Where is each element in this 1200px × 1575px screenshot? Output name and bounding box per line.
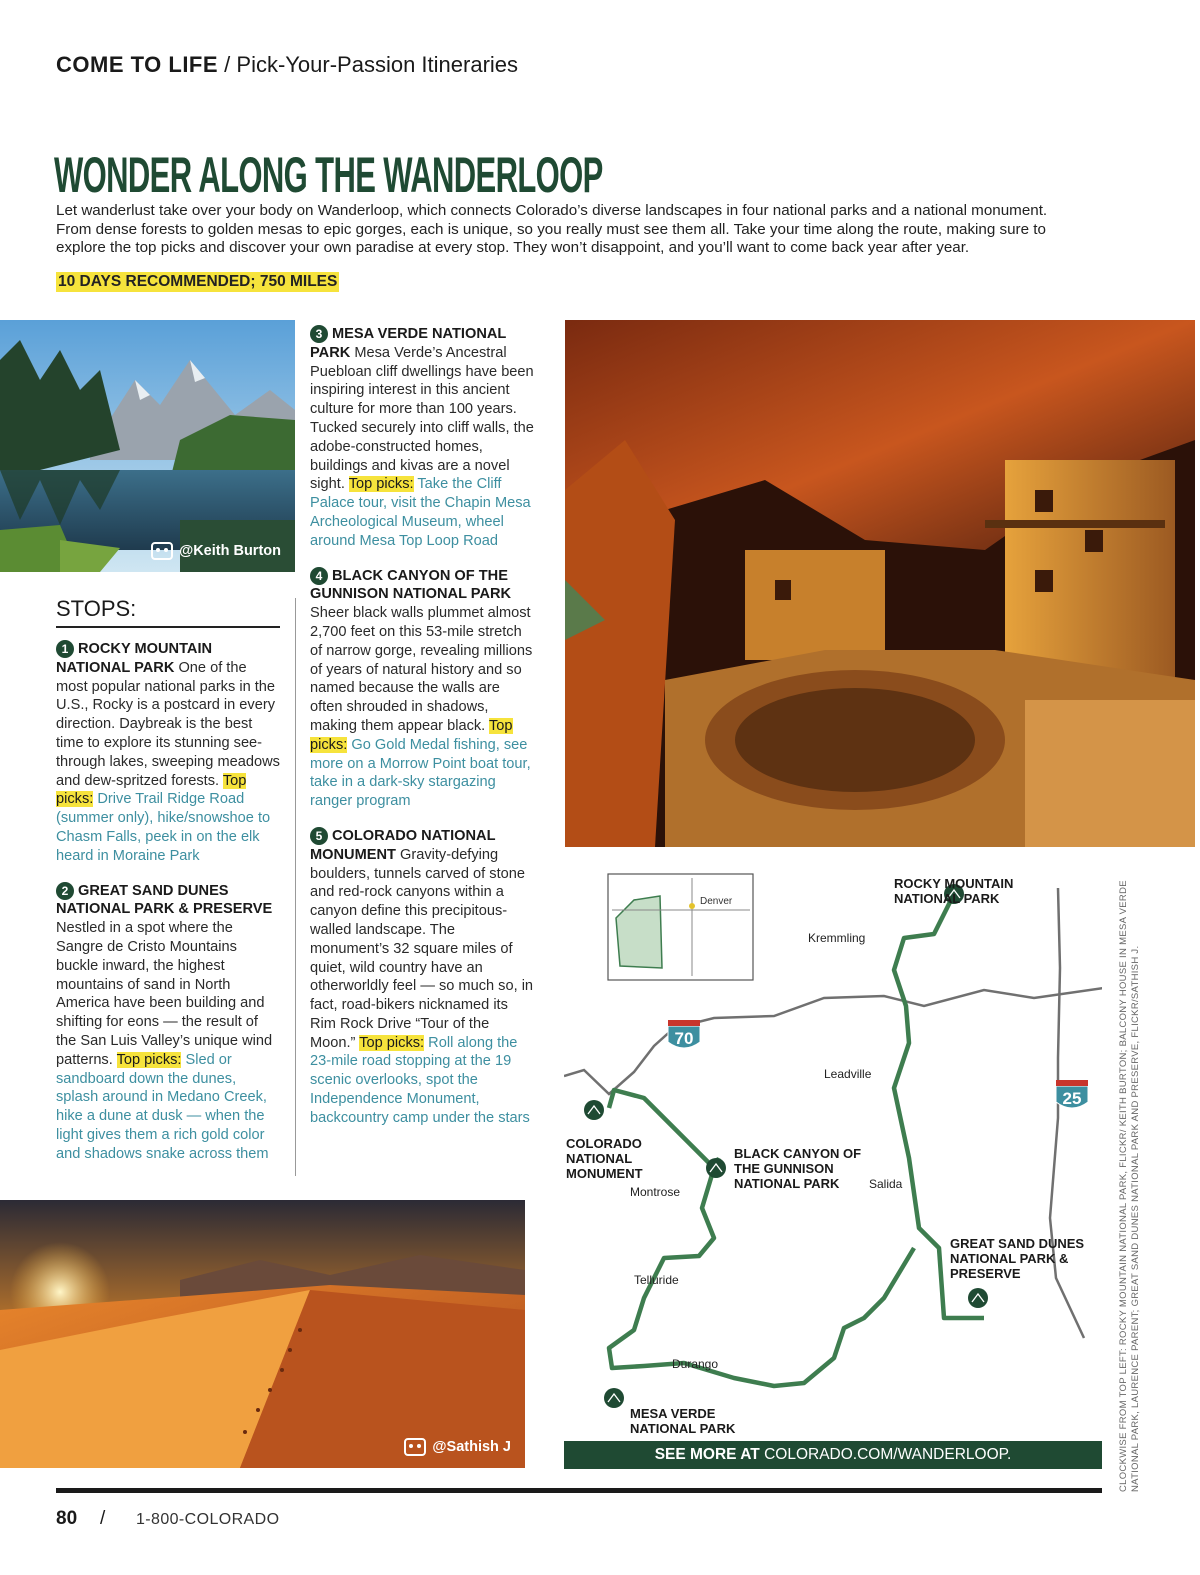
stop-2-picks-label: Top picks:	[116, 1051, 182, 1068]
stop-5-picks: Roll along the 23-mile road stopping at the 19 scenic overlooks, spot the Independence Monument, backcountry camp under the stars	[310, 1034, 530, 1126]
stop-3-picks-label: Top picks:	[348, 476, 414, 493]
stop-5-desc: Gravity-defying boulders, tunnels carved of stone and red-rock canyons within a canyon define this precipitous-walled landscape. The monument’s 32 square miles of quiet, wild country have an otherworldly feel — so much so, in fact, road-bikers nicknamed its Rim Rock Drive “Tour of the Moon.”	[310, 846, 534, 1051]
stop-3-name: MESA VERDE NATIONAL PARK	[310, 326, 507, 361]
wanderloop-map	[564, 858, 1102, 1438]
photo-credits-vertical: CLOCKWISE FROM TOP LEFT: ROCKY MOUNTAIN NATIONAL PARK, FLICKR/ KEITH BURTON; BALCONY HOUSE IN MESA VERDE NATIONAL PARK, LAURENCE PARENT; GREAT SAND DUNES NATIONAL PARK AND PRESERVE, FLICKR/SATHISH J.	[1118, 880, 1141, 1492]
stop-1-name: ROCKY MOUNTAIN NATIONAL PARK	[56, 641, 213, 676]
stop-1-picks-label: Top picks:	[56, 772, 247, 808]
route-map	[564, 858, 1102, 1438]
sand-dunes-photo	[0, 1200, 525, 1468]
park-black-canyon: BLACK CANYON OF THE GUNNISON NATIONAL PARK	[734, 1146, 862, 1191]
stop-4-picks: Go Gold Medal fishing, see more on a Morrow Point boat tour, take in a dark-sky stargazing ranger program	[310, 736, 531, 810]
i25-shield	[1056, 1080, 1088, 1108]
banner-url[interactable]: COLORADO.COM/WANDERLOOP.	[764, 1446, 1012, 1463]
see-more-banner[interactable]	[564, 1441, 1102, 1469]
stop-3-picks: Take the Cliff Palace tour, visit the Chapin Mesa Archeological Museum, wheel around Mesa Top Loop Road	[310, 476, 531, 549]
section-name: COME TO LIFE	[56, 52, 219, 77]
stop-4-name: BLACK CANYON OF THE GUNNISON NATIONAL PARK	[310, 567, 512, 603]
lake-credit-text: @Keith Burton	[179, 543, 281, 559]
stop-number-5: 5	[310, 827, 328, 845]
town-kremmling: Kremmling	[808, 931, 866, 945]
flickr-icon	[151, 542, 173, 560]
park-rocky-mountain: ROCKY MOUNTAIN NATIONAL PARK	[894, 876, 1014, 906]
stop-1	[56, 640, 282, 866]
park-colorado-monument: COLORADO NATIONAL MONUMENT	[566, 1136, 643, 1181]
black-canyon-marker	[706, 1158, 726, 1178]
colorado-monument-marker	[584, 1100, 604, 1120]
stop-1-picks: Drive Trail Ridge Road (summer only), hike/snowshoe to Chasm Falls, peek in on the elk heard in Moraine Park	[56, 791, 271, 864]
mesa-verde-marker	[604, 1388, 624, 1408]
stop-2	[56, 882, 282, 1164]
i70-label: 70	[674, 1029, 694, 1048]
stop-4	[310, 567, 536, 811]
dunes-credit-text: @Sathish J	[432, 1439, 511, 1455]
stop-3-desc: Mesa Verde’s Ancestral Puebloan cliff dwellings have been inspiring interest in this ancient culture for more than 100 years. Tucked securely into cliff walls, the adobe-constructed homes, buildings and kivas are a novel sight.	[310, 344, 534, 493]
recommendation-badge: 10 DAYS RECOMMENDED; 750 MILES	[58, 273, 338, 290]
i70-shield	[668, 1020, 700, 1048]
section-kicker	[56, 52, 518, 78]
stop-5	[310, 827, 536, 1128]
kicker-separator: /	[218, 52, 237, 77]
lake-illustration	[0, 320, 295, 572]
footer-phone: 1-800-COLORADO	[136, 1511, 280, 1528]
dunes-photo-credit	[404, 1438, 511, 1456]
rocky-mountain-lake-photo	[0, 320, 295, 572]
town-montrose: Montrose	[630, 1185, 681, 1199]
column-left	[56, 640, 282, 1180]
stop-2-desc: Nestled in a spot where the Sangre de Cristo Mountains buckle inward, the highest mountains of sand in North America have been building and shifting for eons — the result of the San Luis Valley’s unique wind patterns.	[56, 920, 273, 1068]
town-salida: Salida	[869, 1177, 903, 1191]
cliff-dwelling-illustration	[565, 320, 1195, 847]
footer-rule	[56, 1488, 1102, 1493]
town-leadville: Leadville	[824, 1067, 872, 1081]
column-middle	[310, 325, 536, 1144]
stop-number-4: 4	[310, 567, 328, 585]
town-durango: Durango	[672, 1357, 719, 1371]
page-title: WONDER ALONG THE WANDERLOOP	[54, 147, 603, 203]
banner-lead: SEE MORE AT	[654, 1446, 760, 1463]
stop-number-3: 3	[310, 325, 328, 343]
dunes-illustration	[0, 1200, 525, 1468]
park-mesa-verde: MESA VERDE NATIONAL PARK	[630, 1406, 736, 1436]
park-sand-dunes: GREAT SAND DUNES NATIONAL PARK & PRESERVE	[950, 1236, 1085, 1281]
flickr-icon	[404, 1438, 426, 1456]
section-subtitle: Pick-Your-Passion Itineraries	[236, 52, 519, 77]
page-number: 80	[56, 1508, 78, 1529]
stop-number-2: 2	[56, 882, 74, 900]
stop-5-picks-label: Top picks:	[359, 1034, 425, 1051]
column-divider	[295, 598, 296, 1176]
i25-road	[1050, 888, 1084, 1338]
inset-denver-label: Denver	[700, 896, 733, 907]
stop-number-1: 1	[56, 640, 74, 658]
stop-4-picks-label: Top picks:	[310, 717, 513, 753]
mesa-verde-cliff-photo	[565, 320, 1195, 847]
town-telluride: Telluride	[634, 1273, 679, 1287]
lake-photo-credit	[151, 542, 281, 560]
footer-slash: /	[100, 1508, 106, 1529]
intro-paragraph: Let wanderlust take over your body on Wanderloop, which connects Colorado’s diverse landscapes in four national parks and a national monument. From dense forests to golden mesas to epic gorges, each is unique, so you really must see them all. Take your time along the route, making sure to explore the top picks and discover your own paradise at every stop. They won’t disappoint, and you’ll want to come back year after year.	[56, 202, 1048, 256]
sand-dunes-marker	[968, 1288, 988, 1308]
stops-heading: STOPS:	[56, 596, 280, 628]
stop-4-desc: Sheer black walls plummet almost 2,700 feet on this 53-mile stretch of narrow gorge, revealing millions of years of natural history and so named because the walls are often shrouded in shadows, making them appear black.	[310, 605, 533, 734]
i25-label: 25	[1062, 1089, 1082, 1108]
stop-1-desc: One of the most popular national parks in the U.S., Rocky is a postcard in every direction. Daybreak is the best time to explore its stunning see-through lakes, sweeping meadows and dew-spritzed forests.	[56, 659, 280, 789]
stop-3	[310, 325, 536, 551]
stop-2-picks: Sled or sandboard down the dunes, splash around in Medano Creek, hike a dune at dusk — when the light gives them a rich gold color and shadows snake across them	[56, 1051, 269, 1162]
stop-5-name: COLORADO NATIONAL MONUMENT	[310, 827, 496, 863]
stop-2-name: GREAT SAND DUNES NATIONAL PARK & PRESERVE	[56, 882, 273, 918]
